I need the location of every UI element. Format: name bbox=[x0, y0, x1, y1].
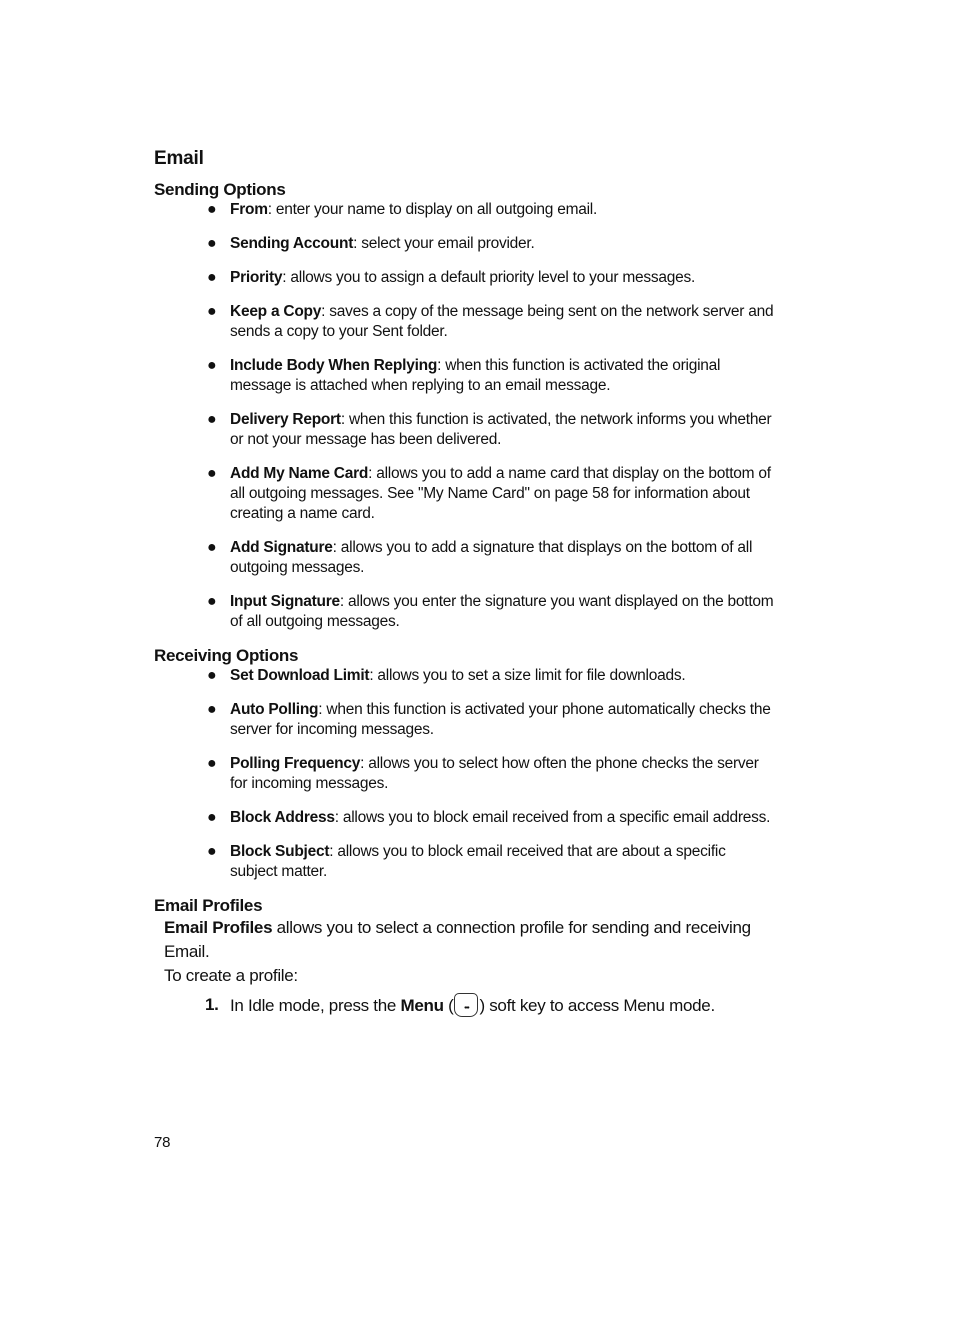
bullet-icon: ● bbox=[207, 809, 217, 826]
list-item bbox=[154, 842, 774, 882]
email-profiles-heading: Email Profiles bbox=[154, 896, 263, 915]
option-term: Priority bbox=[230, 269, 283, 286]
bullet-icon: ● bbox=[207, 465, 217, 482]
option-term: Keep a Copy bbox=[230, 303, 322, 320]
page-content bbox=[154, 148, 774, 1018]
section-title: Email bbox=[154, 148, 204, 169]
bullet-icon: ● bbox=[207, 539, 217, 556]
option-term: From bbox=[230, 201, 268, 218]
step-number: 1. bbox=[205, 995, 219, 1014]
option-term: Add Signature bbox=[230, 539, 333, 556]
option-term: Auto Polling bbox=[230, 701, 319, 718]
sending-options-list bbox=[154, 200, 774, 632]
bullet-icon: ● bbox=[207, 411, 217, 428]
profiles-desc-text: allows you to select a connection profile for sending and receiving Email. bbox=[164, 918, 751, 961]
sending-options-heading: Sending Options bbox=[154, 180, 286, 199]
receiving-options-list bbox=[154, 666, 774, 882]
option-description: : saves a copy of the message being sent on the network server and sends a copy to your Sent folder. bbox=[230, 303, 774, 340]
step-text-before: In Idle mode, press the bbox=[230, 996, 401, 1015]
option-description: : allows you enter the signature you want displayed on the bottom of all outgoing messages. bbox=[230, 593, 774, 630]
list-item bbox=[154, 268, 774, 288]
list-item bbox=[154, 592, 774, 632]
option-term: Add My Name Card bbox=[230, 465, 369, 482]
receiving-options-heading: Receiving Options bbox=[154, 646, 299, 665]
option-term: Block Subject bbox=[230, 843, 330, 860]
option-description: : allows you to block email received from a specific email address. bbox=[334, 809, 771, 826]
list-item bbox=[154, 356, 774, 396]
option-term: Sending Account bbox=[230, 235, 354, 252]
option-description: : allows you to assign a default priority level to your messages. bbox=[282, 269, 696, 286]
list-item bbox=[154, 464, 774, 524]
option-description: : allows you to select how often the phone checks the server for incoming messages. bbox=[230, 755, 759, 792]
create-profile-intro: To create a profile: bbox=[164, 966, 298, 985]
list-item bbox=[154, 200, 774, 220]
list-item bbox=[154, 700, 774, 740]
option-description: : allows you to set a size limit for file downloads. bbox=[369, 667, 686, 684]
option-description: : allows you to block email received that are about a specific subject matter. bbox=[230, 843, 726, 880]
bullet-icon: ● bbox=[207, 701, 217, 718]
profiles-term: Email Profiles bbox=[164, 918, 273, 937]
option-term: Include Body When Replying bbox=[230, 357, 438, 374]
list-item bbox=[154, 808, 774, 828]
bullet-icon: ● bbox=[207, 755, 217, 772]
option-term: Input Signature bbox=[230, 593, 340, 610]
option-description: : allows you to add a signature that displays on the bottom of all outgoing messages. bbox=[230, 539, 753, 576]
option-description: : enter your name to display on all outgoing email. bbox=[267, 201, 598, 218]
option-description: : when this function is activated your phone automatically checks the server for incoming messages. bbox=[230, 701, 771, 738]
option-term: Delivery Report bbox=[230, 411, 341, 428]
list-item bbox=[154, 234, 774, 254]
option-term: Block Address bbox=[230, 809, 335, 826]
list-item bbox=[154, 302, 774, 342]
page-number: 78 bbox=[154, 1134, 171, 1151]
step-text-after: ) soft key to access Menu mode. bbox=[479, 996, 715, 1015]
option-description: : when this function is activated, the network informs you whether or not your message has been delivered. bbox=[230, 411, 772, 448]
list-item bbox=[154, 754, 774, 794]
bullet-icon: ● bbox=[207, 303, 217, 320]
menu-softkey-icon bbox=[454, 993, 478, 1017]
bullet-icon: ● bbox=[207, 843, 217, 860]
list-item bbox=[154, 410, 774, 450]
bullet-icon: ● bbox=[207, 593, 217, 610]
list-item bbox=[154, 538, 774, 578]
bullet-icon: ● bbox=[207, 357, 217, 374]
menu-key-label: Menu bbox=[400, 996, 444, 1015]
option-term: Polling Frequency bbox=[230, 755, 361, 772]
bullet-icon: ● bbox=[207, 201, 217, 218]
step-open-paren: ( bbox=[443, 996, 454, 1015]
step-1 bbox=[154, 993, 774, 1018]
bullet-icon: ● bbox=[207, 667, 217, 684]
option-description: : allows you to add a name card that display on the bottom of all outgoing messages. See "My Name Card" on page 58 for information about creating a name card. bbox=[230, 465, 771, 522]
bullet-icon: ● bbox=[207, 235, 217, 252]
option-description: : when this function is activated the original message is attached when replying to an email message. bbox=[230, 357, 721, 394]
option-term: Set Download Limit bbox=[230, 667, 370, 684]
email-profiles-description bbox=[154, 916, 774, 964]
list-item bbox=[154, 666, 774, 686]
option-description: : select your email provider. bbox=[353, 235, 535, 252]
bullet-icon: ● bbox=[207, 269, 217, 286]
